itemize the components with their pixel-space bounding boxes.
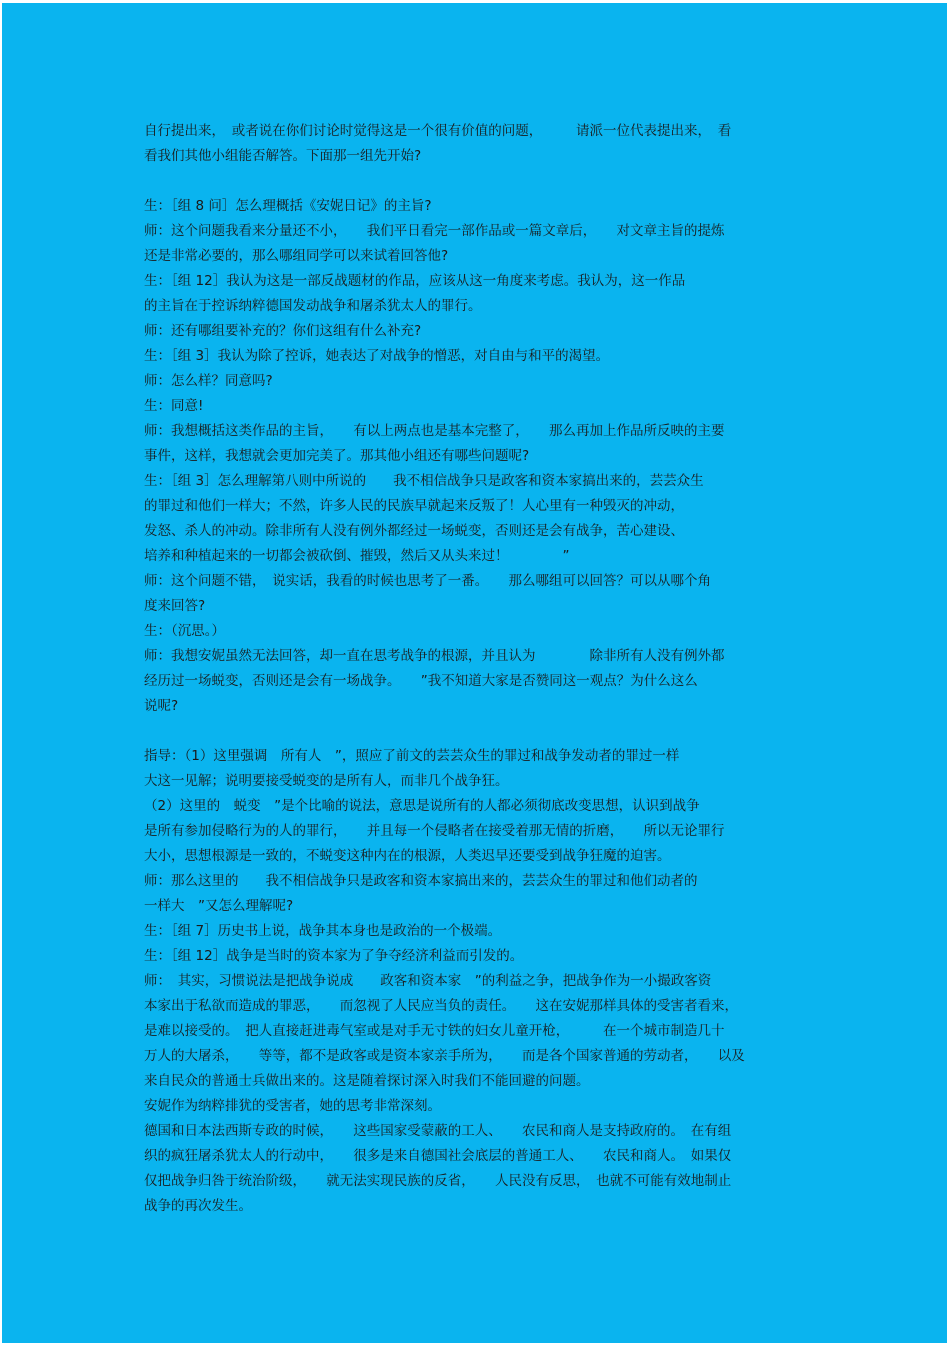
- text-line: 师：我想概括这类作品的主旨， 有以上两点也是基本完整了， 那么再加上作品所反映的主要: [144, 423, 725, 439]
- text-line: 生：［组 7］历史书上说，战争其本身也是政治的一个极端。: [144, 923, 502, 939]
- text-line: 万人的大屠杀， 等等，都不是政客或是资本家亲手所为， 而是各个国家普通的劳动者， 以及: [144, 1048, 745, 1064]
- text-line: 生：同意!: [144, 398, 204, 414]
- text-line: 指导：（1）这里强调 所有人 ”，照应了前文的芸芸众生的罪过和战争发动者的罪过一样: [144, 748, 680, 764]
- text-line: 度来回答?: [144, 598, 206, 614]
- text-line: 一样大 ”又怎么理解呢?: [144, 898, 294, 914]
- text-line: 仅把战争归咎于统治阶级， 就无法实现民族的反省， 人民没有反思， 也就不可能有效地制止: [144, 1173, 732, 1189]
- text-line: 师：怎么样？同意吗?: [144, 373, 273, 389]
- text-line: 是所有参加侵略行为的人的罪行， 并且每一个侵略者在接受着那无情的折磨， 所以无论罪行: [144, 823, 725, 839]
- text-line: 看我们其他小组能否解答。下面那一组先开始?: [144, 148, 422, 164]
- text-line: 师：我想安妮虽然无法回答，却一直在思考战争的根源，并且认为 除非所有人没有例外都: [144, 648, 725, 664]
- text-line: 生：［组 3］怎么理解第八则中所说的 我不相信战争只是政客和资本家搞出来的，芸芸众生: [144, 473, 704, 489]
- text-line: 生：（沉思。）: [144, 623, 225, 639]
- text-line: 师：还有哪组要补充的？你们这组有什么补充?: [144, 323, 422, 339]
- text-line: 战争的再次发生。: [144, 1198, 252, 1214]
- text-line: 还是非常必要的，那么哪组同学可以来试着回答他?: [144, 248, 449, 264]
- text-line: 师：这个问题我看来分量还不小， 我们平日看完一部作品或一篇文章后， 对文章主旨的提炼: [144, 223, 725, 239]
- text-line: 自行提出来， 或者说在你们讨论时觉得这是一个很有价值的问题， 请派一位代表提出来， 看: [144, 123, 732, 139]
- text-line: 来自民众的普通士兵做出来的。这是随着探讨深入时我们不能回避的问题。: [144, 1073, 590, 1089]
- text-line: 发怒、杀人的冲动。除非所有人没有例外都经过一场蜕变，否则还是会有战争，苦心建设、: [144, 523, 684, 539]
- document-body: [144, 119, 812, 1219]
- text-line: 事件，这样，我想就会更加完美了。那其他小组还有哪些问题呢?: [144, 448, 530, 464]
- text-line: 师：那么这里的 我不相信战争只是政客和资本家搞出来的，芸芸众生的罪过和他们动者的: [144, 873, 698, 889]
- text-line: 生：［组 8 问］怎么理概括《安妮日记》的主旨?: [144, 198, 432, 214]
- blank-line: [144, 169, 812, 194]
- text-line: 生：［组 3］我认为除了控诉，她表达了对战争的憎恶，对自由与和平的渴望。: [144, 348, 610, 364]
- text-line: 生：［组 12］我认为这是一部反战题材的作品，应该从这一角度来考虑。我认为，这一作品: [144, 273, 686, 289]
- text-line: 大这一见解；说明要接受蜕变的是所有人，而非几个战争狂。: [144, 773, 509, 789]
- text-line: 生：［组 12］战争是当时的资本家为了争夺经济利益而引发的。: [144, 948, 524, 964]
- text-line: 本家出于私欲而造成的罪恶， 而忽视了人民应当负的责任。 这在安妮那样具体的受害者看来，: [144, 998, 738, 1014]
- text-line: 安妮作为纳粹排犹的受害者，她的思考非常深刻。: [144, 1098, 441, 1114]
- text-line: 德国和日本法西斯专政的时候， 这些国家受蒙蔽的工人、 农民和商人是支持政府的。 在有组: [144, 1123, 732, 1139]
- text-line: 培养和种植起来的一切都会被砍倒、摧毁，然后又从头来过！ ”: [144, 548, 570, 564]
- text-line: 说呢?: [144, 698, 179, 714]
- text-line: 大小，思想根源是一致的，不蜕变这种内在的根源，人类迟早还要受到战争狂魔的迫害。: [144, 848, 671, 864]
- text-line: 是难以接受的。 把人直接赶进毒气室或是对手无寸铁的妇女儿童开枪， 在一个城市制造几十: [144, 1023, 725, 1039]
- text-line: 师：这个问题不错， 说实话，我看的时候也思考了一番。 那么哪组可以回答？可以从哪个角: [144, 573, 711, 589]
- text-line: 的主旨在于控诉纳粹德国发动战争和屠杀犹太人的罪行。: [144, 298, 482, 314]
- text-line: 的罪过和他们一样大；不然，许多人民的民族早就起来反叛了！人心里有一种毁灭的冲动，: [144, 498, 684, 514]
- text-line: 经历过一场蜕变，否则还是会有一场战争。 ”我不知道大家是否赞同这一观点？为什么这么: [144, 673, 698, 689]
- document-page: [2, 3, 947, 1343]
- text-line: 师： 其实，习惯说法是把战争说成 政客和资本家 ”的利益之争，把战争作为一小撮政客资: [144, 973, 712, 989]
- text-line: （2）这里的 蜕变 ”是个比喻的说法，意思是说所有的人都必须彻底改变思想，认识到战争: [144, 798, 700, 814]
- blank-line: [144, 719, 812, 744]
- text-line: 织的疯狂屠杀犹太人的行动中， 很多是来自德国社会底层的普通工人、 农民和商人。 如果仅: [144, 1148, 732, 1164]
